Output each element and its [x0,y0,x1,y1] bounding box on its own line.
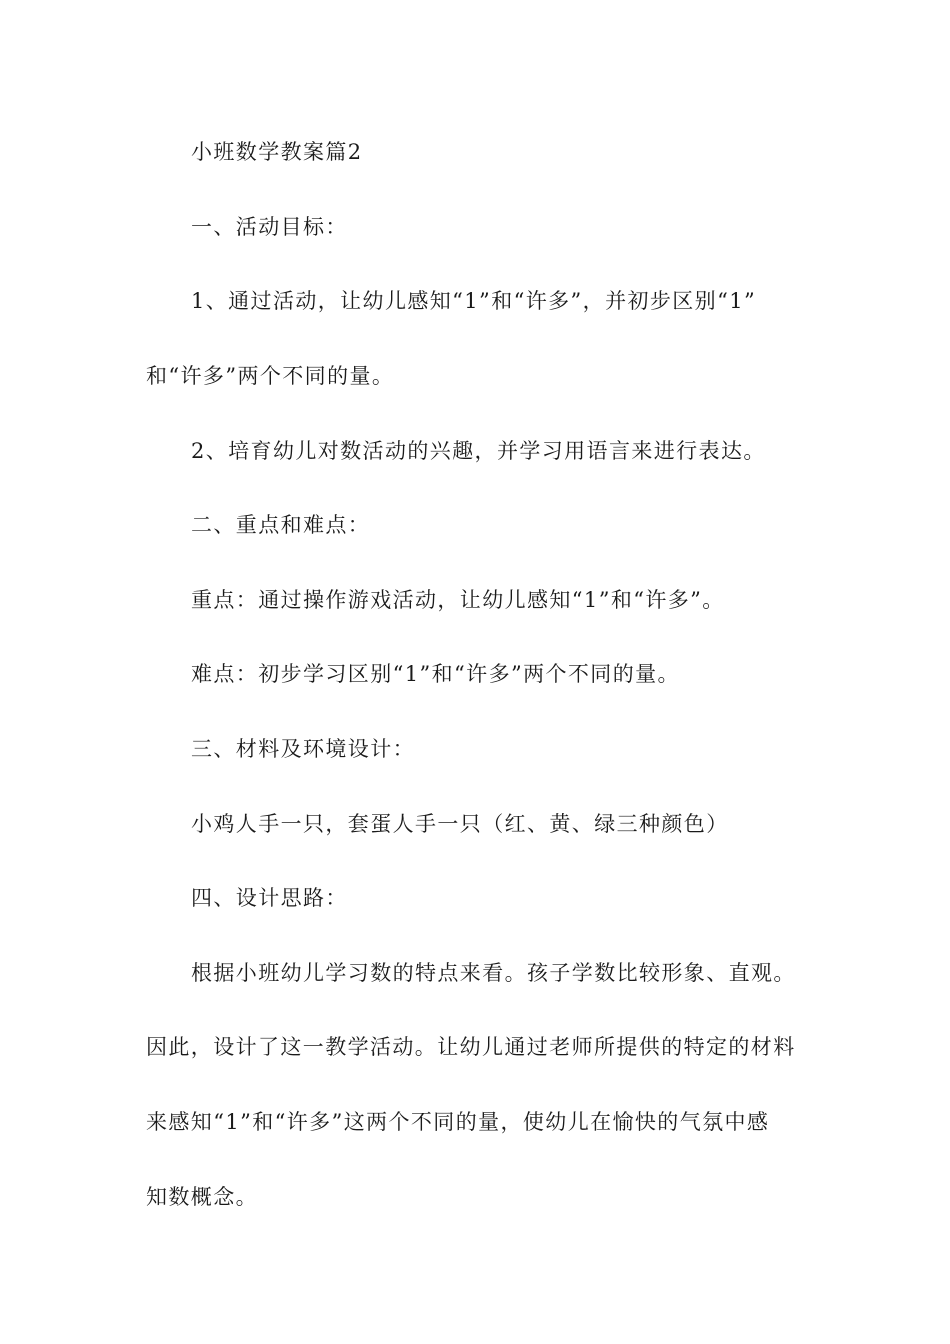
difficulty-text: 难点：初步学习区别“1”和“许多”两个不同的量。 [191,662,680,686]
design-paragraph-line-4: 知数概念。 [146,1185,258,1209]
document-title: 小班数学教案篇2 [191,140,363,164]
materials-text: 小鸡人手一只，套蛋人手一只（红、黄、绿三种颜色） [191,812,729,836]
design-paragraph-line-2: 因此，设计了这一教学活动。让幼儿通过老师所提供的特定的材料 [146,1035,796,1059]
goal-1-line-1: 1、通过活动，让幼儿感知“1”和“许多”，并初步区别“1” [191,289,757,313]
goal-2: 2、培育幼儿对数活动的兴趣，并学习用语言来进行表达。 [191,439,766,463]
design-paragraph-line-3: 来感知“1”和“许多”这两个不同的量，使幼儿在愉快的气氛中感 [146,1110,770,1134]
key-point-text: 重点：通过操作游戏活动，让幼儿感知“1”和“许多”。 [191,588,725,612]
section-heading-key-points: 二、重点和难点： [191,513,371,537]
design-paragraph-line-1: 根据小班幼儿学习数的特点来看。孩子学数比较形象、直观。 [191,961,796,985]
section-heading-goals: 一、活动目标： [191,215,348,239]
goal-1-line-2: 和“许多”两个不同的量。 [146,364,395,388]
section-heading-design: 四、设计思路： [191,886,348,910]
section-heading-materials: 三、材料及环境设计： [191,737,415,761]
